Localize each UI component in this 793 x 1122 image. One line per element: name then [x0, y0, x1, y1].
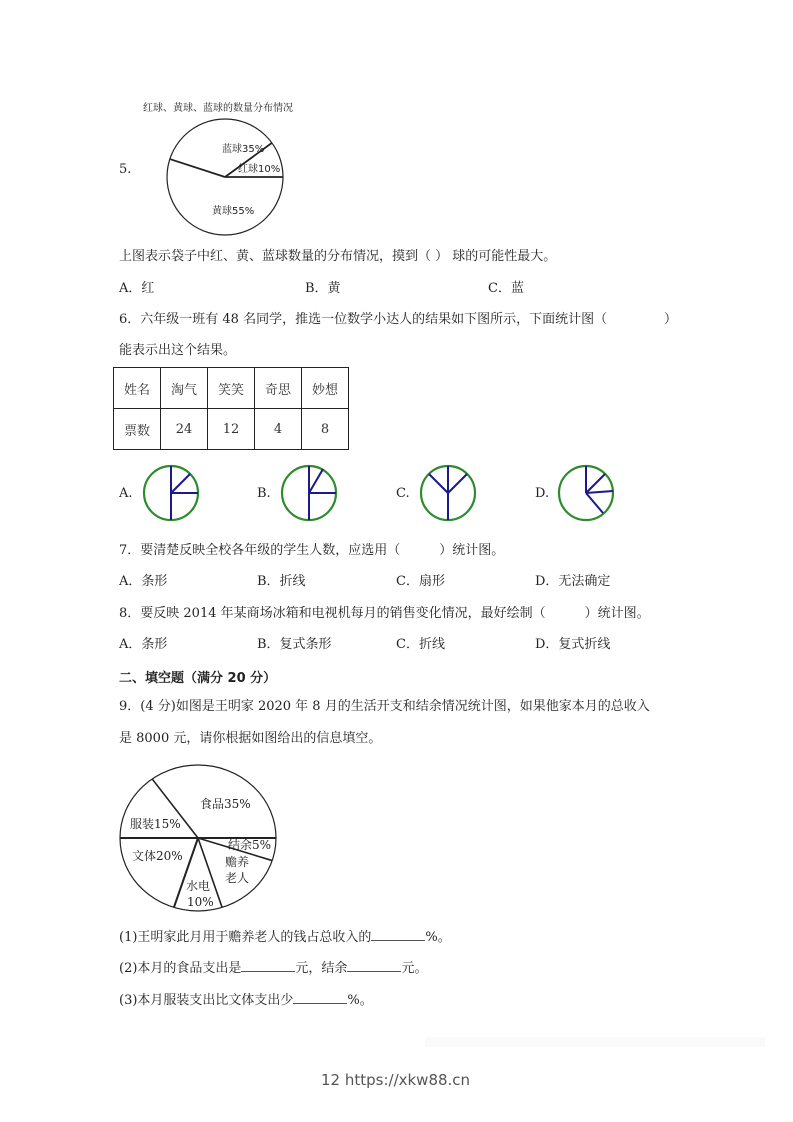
q9-label-elderly-2: 老人 [225, 871, 250, 885]
table-header-row [114, 368, 349, 409]
q9-sub2-mid: 元，结余 [295, 961, 348, 976]
q5-slice-divider-blue-end [170, 159, 225, 177]
q7-option-c[interactable]: C．扇形 [396, 574, 445, 589]
section-title: 二、填空题（满分 20 分） [119, 671, 277, 686]
q7-option-d[interactable]: D．无法确定 [535, 574, 611, 589]
q8-option-c[interactable]: C．折线 [396, 637, 445, 652]
q6-question-paren: ） [664, 312, 678, 327]
q5-option-c[interactable]: C．蓝 [488, 281, 524, 296]
q6-question-line2: 能表示出这个结果。 [119, 343, 237, 358]
table-row [114, 409, 349, 450]
q6-option-a-label[interactable]: A. [119, 486, 133, 501]
q8-question: 8．要反映 2014 年某商场冰箱和电视机每月的销售变化情况，最好绘制（ ）统计图。 [119, 606, 650, 621]
q7-option-b[interactable]: B．折线 [257, 574, 306, 589]
q6-option-b-label[interactable]: B. [257, 486, 271, 501]
table-cell: 8 [302, 409, 349, 450]
q9-label-clothing: 服装15% [130, 817, 181, 831]
q5-number: 5. [119, 162, 132, 177]
q6-option-c-label[interactable]: C. [396, 486, 410, 501]
q9-sub2-unit: 元。 [401, 961, 428, 976]
q9-sub1-unit: %。 [425, 930, 451, 945]
q8-option-a[interactable]: A．条形 [119, 637, 168, 652]
q9-label-savings: 结余5% [228, 838, 272, 852]
table-cell: 12 [208, 409, 255, 450]
q9-sub2-text: (2)本月的食品支出是 [119, 961, 242, 976]
q6-option-d-label[interactable]: D. [535, 486, 550, 501]
q9-label-culture: 文体20% [132, 849, 183, 863]
q9-sub1-blank[interactable] [371, 928, 425, 941]
q9-label-food: 食品35% [200, 797, 251, 811]
q9-question-line2: 是 8000 元，请你根据如图给出的信息填空。 [119, 731, 382, 746]
table-cell: 妙想 [302, 368, 349, 409]
q9-label-utilities-pct: 10% [187, 895, 214, 909]
q9-pie-chart [118, 762, 282, 916]
q7-option-a[interactable]: A．条形 [119, 574, 168, 589]
q9-sub2-blank-food[interactable] [241, 959, 295, 972]
q5-pie-chart [160, 112, 290, 242]
q5-label-blue: 蓝球35% [222, 144, 265, 155]
q6-option-d-pie[interactable] [557, 464, 617, 524]
q9-label-utilities: 水电 [186, 879, 211, 893]
table-cell: 票数 [114, 409, 161, 450]
q6-option-b-pie[interactable] [280, 464, 340, 524]
horizontal-scrollbar[interactable] [425, 1037, 765, 1047]
q9-sub3 [119, 991, 373, 1009]
q8-option-d[interactable]: D．复式折线 [535, 637, 611, 652]
q7-question: 7．要清楚反映全校各年级的学生人数，应选用（ ）统计图。 [119, 543, 505, 558]
table-cell: 奇思 [255, 368, 302, 409]
q9-label-elderly-1: 赡养 [225, 855, 250, 869]
q8-option-b[interactable]: B．复式条形 [257, 637, 332, 652]
q5-option-a[interactable]: A．红 [119, 281, 155, 296]
q6-question-line1: 6．六年级一班有 48 名同学，推选一位数学小达人的结果如下图所示，下面统计图（ [119, 312, 608, 327]
page-footer: 12 https://xkw88.cn [321, 1071, 471, 1089]
table-cell: 笑笑 [208, 368, 255, 409]
q5-chart-title: 红球、黄球、蓝球的数量分布情况 [143, 103, 293, 114]
q6-option-a-pie[interactable] [142, 464, 202, 524]
table-cell: 24 [161, 409, 208, 450]
q9-sub2 [119, 959, 427, 977]
q9-sub1 [119, 928, 451, 946]
q9-sub3-text: (3)本月服装支出比文体支出少 [119, 993, 294, 1008]
table-cell: 姓名 [114, 368, 161, 409]
q5-label-red: 红球10% [238, 164, 281, 175]
table-cell: 4 [255, 409, 302, 450]
q9-sub2-blank-savings[interactable] [347, 959, 401, 972]
q6-option-c-pie[interactable] [419, 464, 479, 524]
q9-question-line1: 9．(4 分)如图是王明家 2020 年 8 月的生活开支和结余情况统计图，如果他家本月的总收入 [119, 699, 650, 714]
q5-option-b[interactable]: B．黄 [305, 281, 341, 296]
q9-sub3-blank[interactable] [293, 991, 347, 1004]
q6-vote-table [113, 367, 349, 450]
q9-sub1-text: (1)王明家此月用于赡养老人的钱占总收入的 [119, 930, 372, 945]
q5-label-yellow: 黄球55% [212, 206, 255, 217]
q5-question: 上图表示袋子中红、黄、蓝球数量的分布情况，摸到（ ） 球的可能性最大。 [119, 249, 557, 264]
table-cell: 淘气 [161, 368, 208, 409]
q9-sub3-unit: %。 [347, 993, 373, 1008]
